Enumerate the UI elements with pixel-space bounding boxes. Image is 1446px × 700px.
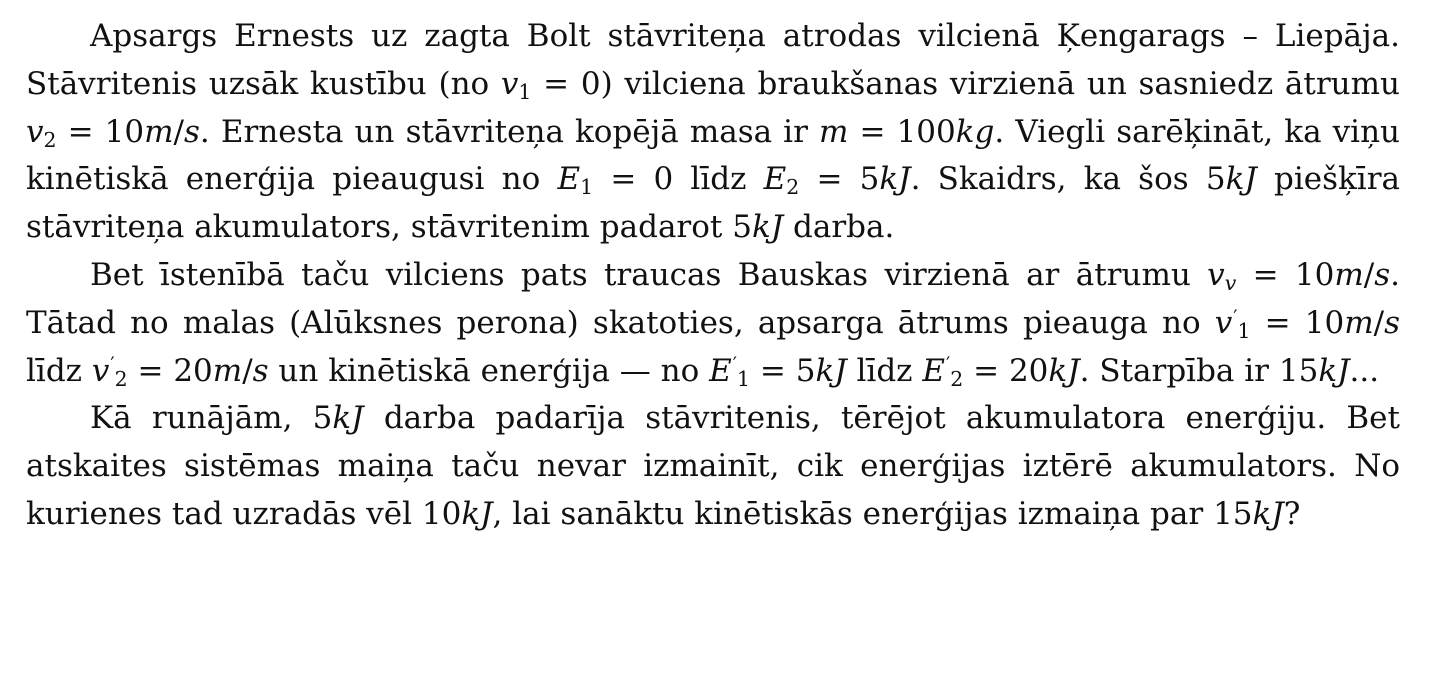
paragraph-1: Apsargs Ernests uz zagta Bolt stāvriteņa atrodas vilcienā Ķengarags – Liepāja. Stāvritenis uzsāk kustību (no $v_1 = 0$) vilciena braukšanas virzienā un sasniedz ātrumu $v_2 = 10m/s$. Ernesta un stāvriteņa kopējā masa ir m = 100kg. Viegli sarēķināt, ka viņu kinētiskā enerģija pieaugusi no $E_1 = 0$ līdz $E_2 = 5kJ$. Skaidrs, ka šos 5kJ piešķīra stāvriteņa akumulators, stāvritenim padarot 5kJ darba. [26,18,1401,246]
paragraph-2: Bet īstenībā taču vilciens pats traucas Bauskas virzienā ar ātrumu $v_v = 10m/s$. Tātad no malas (Alūksnes perona) skatoties, apsarga ātrums pieauga no $v'_1 = 10m/s$ līdz $v'_2 = 20m/s$ un kinētiskā enerģija — no $E'_1 = 5kJ$ līdz $E'_2 = 20kJ$. Starpība ir 15kJ... [26,256,1400,391]
paragraph-3: Kā runājām, 5kJ darba padarīja stāvritenis, tērējot akumulatora enerģiju. Bet atskaites sistēmas maiņa taču nevar izmainīt, cik enerģijas iztērē akumulators. No kurienes tad uzradās vēl 10kJ, lai sanāktu kinētiskās enerģijas izmaiņa par 15kJ? [26,400,1400,532]
document-body [26,13,1400,539]
